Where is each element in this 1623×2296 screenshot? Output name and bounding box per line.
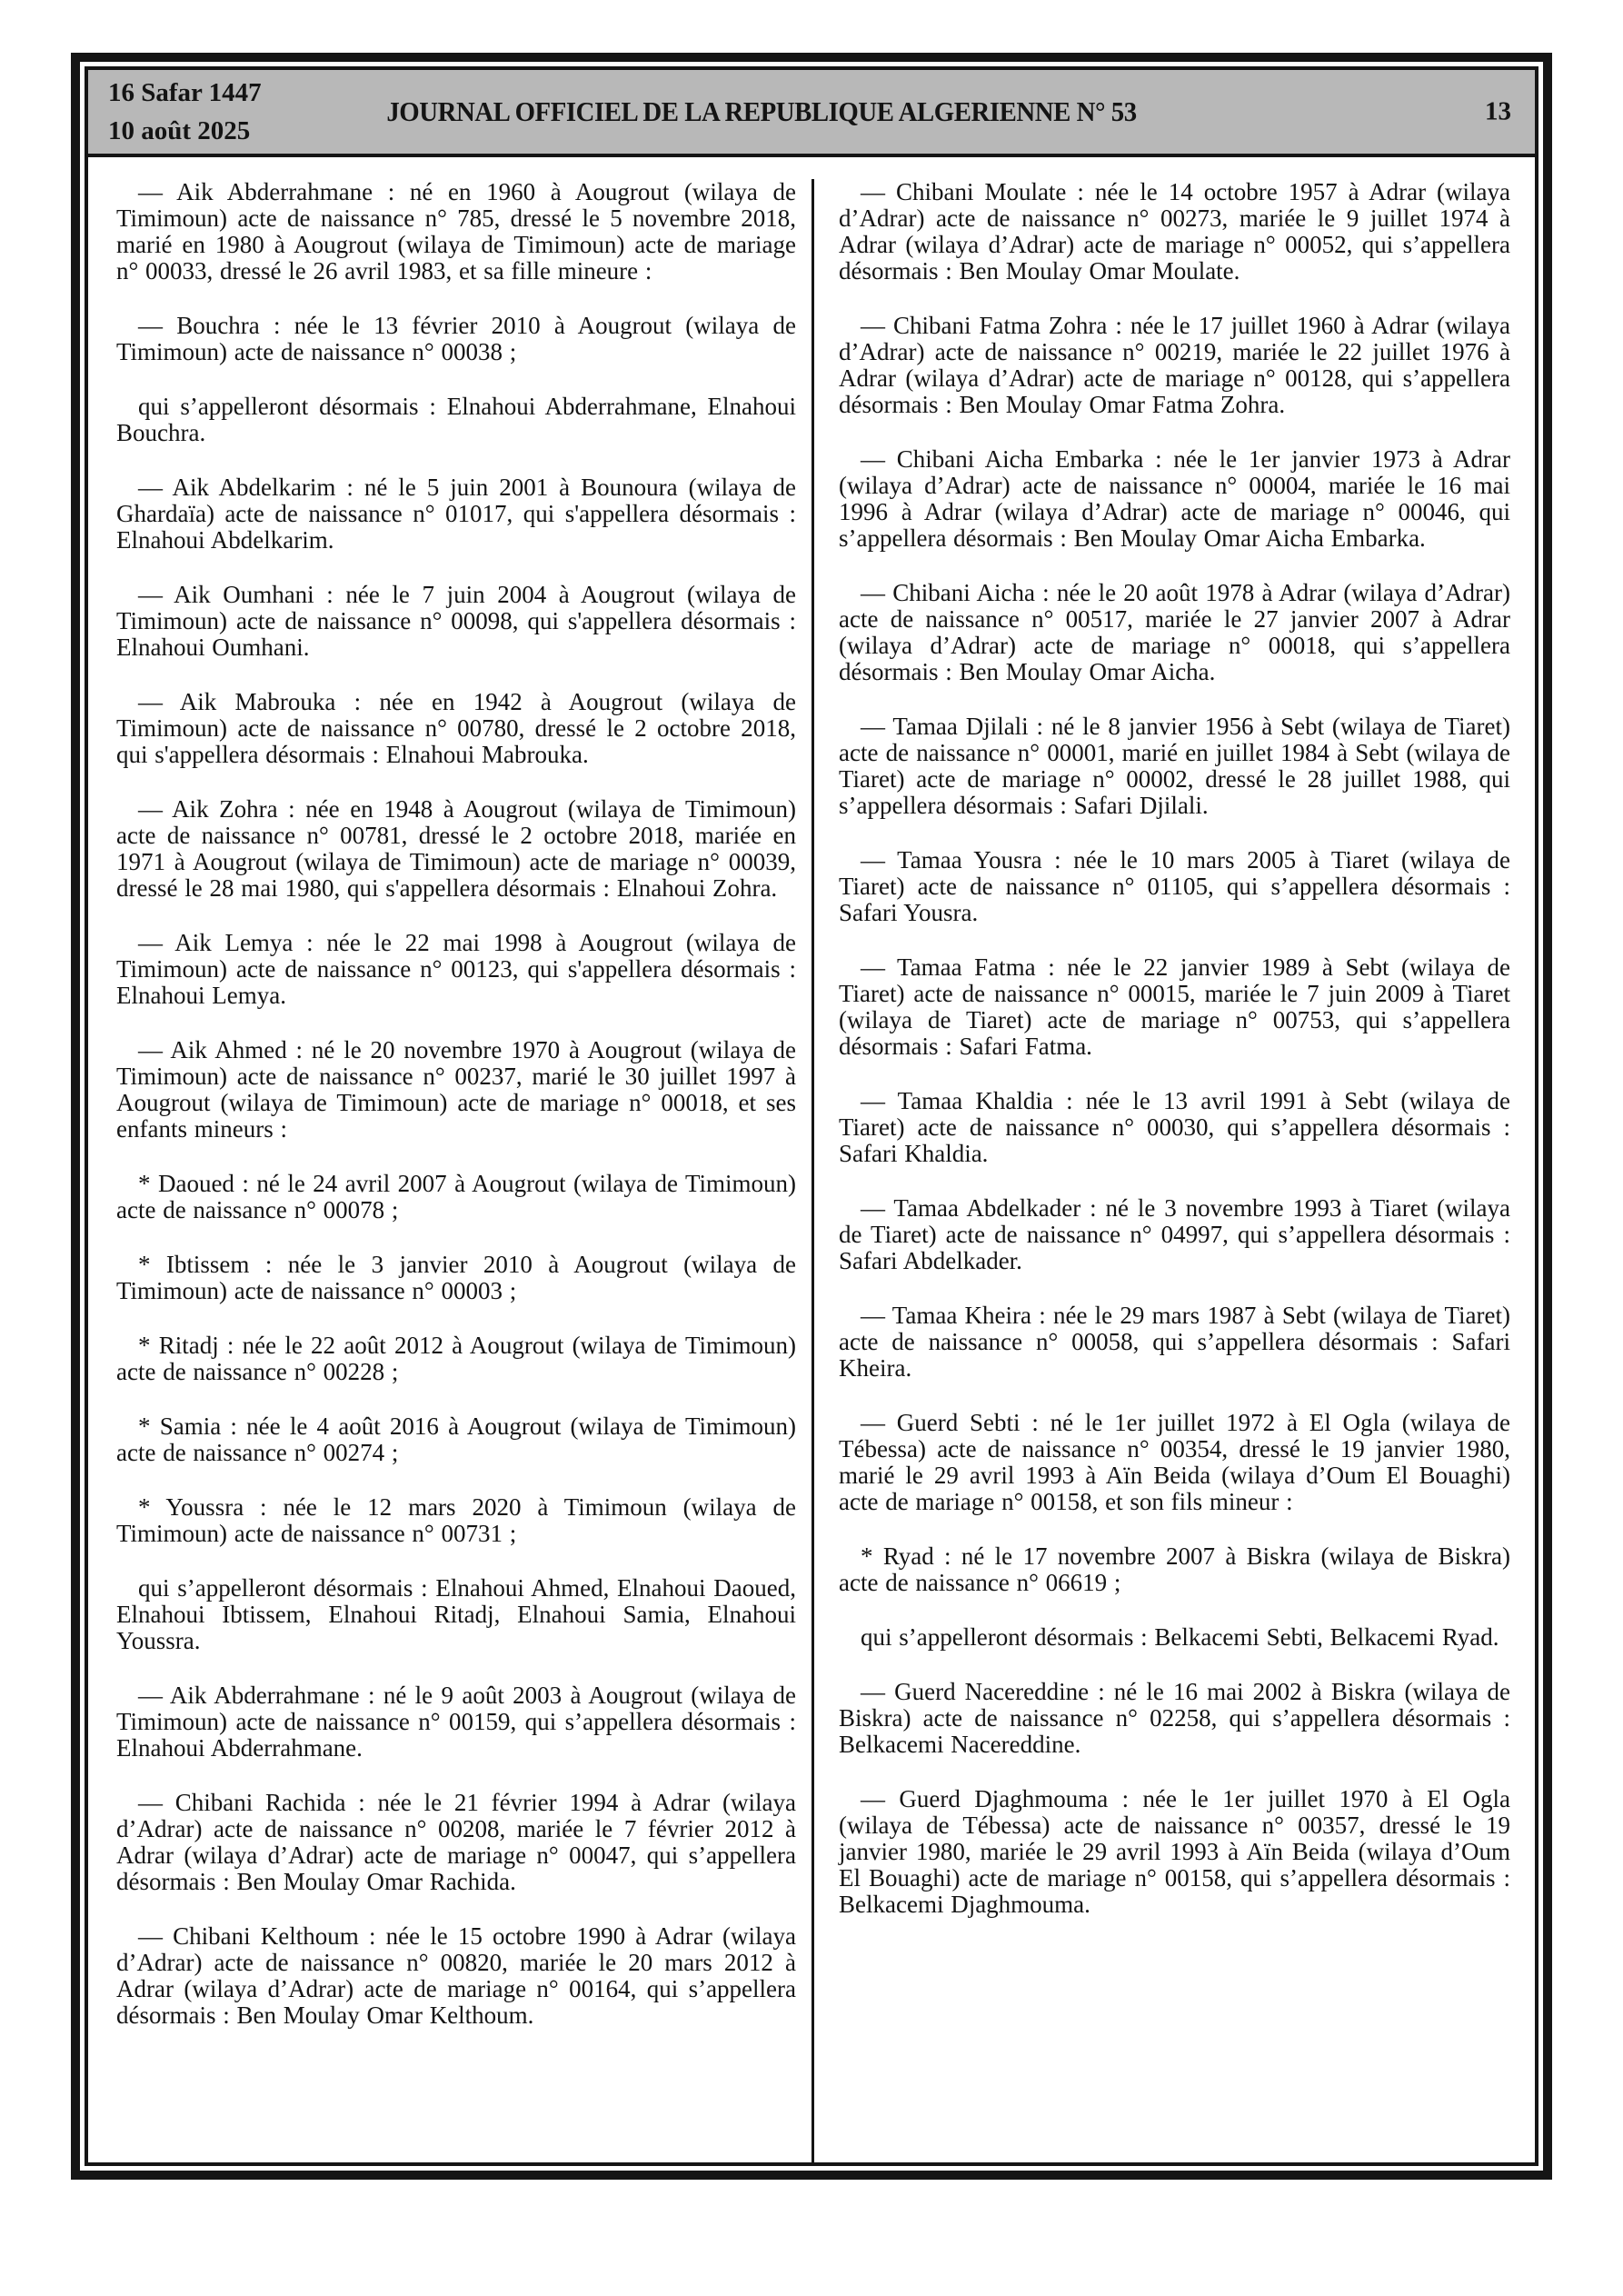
- page-number: 13: [1485, 96, 1511, 126]
- record-paragraph: — Aik Oumhani : née le 7 juin 2004 à Aougrout (wilaya de Timimoun) acte de naissance n° 00098, qui s'appellera désormais : Elnahoui Oumhani.: [116, 581, 796, 661]
- record-paragraph: — Tamaa Djilali : né le 8 janvier 1956 à Sebt (wilaya de Tiaret) acte de naissance n° 00001, marié en juillet 1984 à Sebt (wilaya de Tiaret) acte de mariage n° 00002, dressé le 28 juillet 1988, qui s’appellera désormais : Safari Djilali.: [839, 713, 1510, 819]
- record-paragraph: — Aik Ahmed : né le 20 novembre 1970 à Aougrout (wilaya de Timimoun) acte de naissance n° 00237, marié le 30 juillet 1997 à Aougrout (wilaya de Timimoun) acte de mariage n° 00018, et ses enfants mineurs :: [116, 1036, 796, 1143]
- record-paragraph: — Aik Mabrouka : née en 1942 à Aougrout (wilaya de Timimoun) acte de naissance n° 00780, dressé le 2 octobre 2018, qui s'appellera désormais : Elnahoui Mabrouka.: [116, 688, 796, 768]
- record-paragraph: qui s’appelleront désormais : Belkacemi Sebti, Belkacemi Ryad.: [861, 1623, 1499, 1651]
- record-paragraph: — Chibani Moulate : née le 14 octobre 1957 à Adrar (wilaya d’Adrar) acte de naissance n° 00273, mariée le 9 juillet 1974 à Adrar (wilaya d’Adrar) acte de mariage n° 00052, qui s’appellera désormais : Ben Moulay Omar Moulate.: [839, 179, 1510, 285]
- page-frame-inner: [85, 66, 1538, 2166]
- record-paragraph: — Aik Zohra : née en 1948 à Aougrout (wilaya de Timimoun) acte de naissance n° 00781, dressé le 2 octobre 2018, mariée en 1971 à Aougrout (wilaya de Timimoun) acte de mariage n° 00039, dressé le 28 mai 1980, qui s'appellera désormais : Elnahoui Zohra.: [116, 795, 796, 902]
- record-paragraph: — Tamaa Abdelkader : né le 3 novembre 1993 à Tiaret (wilaya de Tiaret) acte de naissance n° 04997, qui s’appellera désormais : Safari Abdelkader.: [839, 1194, 1510, 1274]
- record-paragraph: — Aik Abdelkarim : né le 5 juin 2001 à Bounoura (wilaya de Ghardaïa) acte de naissance n° 01017, qui s'appellera désormais : Elnahoui Abdelkarim.: [116, 474, 796, 554]
- record-paragraph: — Guerd Nacereddine : né le 16 mai 2002 à Biskra (wilaya de Biskra) acte de naissance n° 02258, qui s’appellera désormais : Belkacemi Nacereddine.: [839, 1678, 1510, 1758]
- record-paragraph: — Guerd Djaghmouma : née le 1er juillet 1970 à El Ogla (wilaya de Tébessa) acte de naissance n° 00357, dressé le 19 janvier 1980, mariée le 29 avril 1993 à Aïn Beida (wilaya d’Oum El Bouaghi) acte de mariage n° 00158, qui s’appellera désormais : Belkacemi Djaghmouma.: [839, 1785, 1510, 1918]
- record-paragraph: — Aik Abderrahmane : né en 1960 à Aougrout (wilaya de Timimoun) acte de naissance n° 785, dressé le 5 novembre 2018, marié en 1980 à Aougrout (wilaya de Timimoun) acte de mariage n° 00033, dressé le 26 avril 1983, et sa fille mineure :: [116, 179, 796, 285]
- record-paragraph: — Chibani Aicha Embarka : née le 1er janvier 1973 à Adrar (wilaya d’Adrar) acte de naissance n° 00004, mariée le 16 mai 1996 à Adrar (wilaya d’Adrar) acte de mariage n° 00046, qui s’appellera désormais : Ben Moulay Omar Aicha Embarka.: [839, 445, 1510, 552]
- record-paragraph: — Tamaa Kheira : née le 29 mars 1987 à Sebt (wilaya de Tiaret) acte de naissance n° 00058, qui s’appellera désormais : Safari Kheira.: [839, 1302, 1510, 1382]
- record-paragraph: * Ritadj : née le 22 août 2012 à Aougrout (wilaya de Timimoun) acte de naissance n° 00228 ;: [116, 1332, 796, 1385]
- right-column: [812, 179, 1535, 2162]
- record-paragraph: — Chibani Kelthoum : née le 15 octobre 1990 à Adrar (wilaya d’Adrar) acte de naissance n° 00820, mariée le 20 mars 2012 à Adrar (wilaya d’Adrar) acte de mariage n° 00164, qui s’appellera désormais : Ben Moulay Omar Kelthoum.: [116, 1922, 796, 2029]
- record-paragraph: * Ryad : né le 17 novembre 2007 à Biskra (wilaya de Biskra) acte de naissance n° 06619 ;: [839, 1542, 1510, 1596]
- record-paragraph: — Chibani Fatma Zohra : née le 17 juillet 1960 à Adrar (wilaya d’Adrar) acte de naissance n° 00219, mariée le 22 juillet 1976 à Adrar (wilaya d’Adrar) acte de mariage n° 00128, qui s’appellera désormais : Ben Moulay Omar Fatma Zohra.: [839, 312, 1510, 418]
- record-paragraph: — Tamaa Fatma : née le 22 janvier 1989 à Sebt (wilaya de Tiaret) acte de naissance n° 00015, mariée le 7 juin 2009 à Tiaret (wilaya de Tiaret) acte de mariage n° 00753, qui s’appellera désormais : Safari Fatma.: [839, 953, 1510, 1060]
- page-body: [88, 157, 1535, 2162]
- record-paragraph: — Tamaa Khaldia : née le 13 avril 1991 à Sebt (wilaya de Tiaret) acte de naissance n° 00030, qui s’appellera désormais : Safari Khaldia.: [839, 1087, 1510, 1167]
- record-paragraph: — Bouchra : née le 13 février 2010 à Aougrout (wilaya de Timimoun) acte de naissance n° 00038 ;: [116, 312, 796, 365]
- page-frame-outer: [71, 53, 1552, 2180]
- journal-title: JOURNAL OFFICIEL DE LA REPUBLIQUE ALGERIENNE N° 53: [386, 95, 1137, 127]
- record-paragraph: — Guerd Sebti : né le 1er juillet 1972 à El Ogla (wilaya de Tébessa) acte de naissance n° 00354, dressé le 19 janvier 1980, marié le 29 avril 1993 à Aïn Beida (wilaya d’Oum El Bouaghi) acte de mariage n° 00158, et son fils mineur :: [839, 1409, 1510, 1515]
- hijri-date: 16 Safar 1447: [108, 78, 262, 107]
- record-paragraph: — Aik Abderrahmane : né le 9 août 2003 à Aougrout (wilaya de Timimoun) acte de naissance n° 00159, qui s’appellera désormais : Elnahoui Abderrahmane.: [116, 1682, 796, 1762]
- record-paragraph: — Chibani Rachida : née le 21 février 1994 à Adrar (wilaya d’Adrar) acte de naissance n° 00208, mariée le 7 février 2012 à Adrar (wilaya d’Adrar) acte de mariage n° 00047, qui s’appellera désormais : Ben Moulay Omar Rachida.: [116, 1789, 796, 1895]
- record-paragraph: qui s’appelleront désormais : Elnahoui Abderrahmane, Elnahoui Bouchra.: [116, 393, 796, 446]
- record-paragraph: * Youssra : née le 12 mars 2020 à Timimoun (wilaya de Timimoun) acte de naissance n° 00731 ;: [116, 1493, 796, 1547]
- record-paragraph: — Chibani Aicha : née le 20 août 1978 à Adrar (wilaya d’Adrar) acte de naissance n° 00517, mariée le 27 janvier 2007 à Adrar (wilaya d’Adrar) acte de mariage n° 00018, qui s’appellera désormais : Ben Moulay Omar Aicha.: [839, 579, 1510, 685]
- gregorian-date: 10 août 2025: [108, 116, 251, 145]
- record-paragraph: — Aik Lemya : née le 22 mai 1998 à Aougrout (wilaya de Timimoun) acte de naissance n° 00123, qui s'appellera désormais : Elnahoui Lemya.: [116, 929, 796, 1009]
- record-paragraph: * Ibtissem : née le 3 janvier 2010 à Aougrout (wilaya de Timimoun) acte de naissance n° 00003 ;: [116, 1251, 796, 1304]
- record-paragraph: * Samia : née le 4 août 2016 à Aougrout (wilaya de Timimoun) acte de naissance n° 00274 ;: [116, 1413, 796, 1466]
- page-header: [88, 70, 1535, 157]
- record-paragraph: qui s’appelleront désormais : Elnahoui Ahmed, Elnahoui Daoued, Elnahoui Ibtissem, Elnahoui Ritadj, Elnahoui Samia, Elnahoui Youssra.: [116, 1574, 796, 1654]
- record-paragraph: * Daoued : né le 24 avril 2007 à Aougrout (wilaya de Timimoun) acte de naissance n° 00078 ;: [116, 1170, 796, 1223]
- left-column: [88, 179, 812, 2162]
- record-paragraph: — Tamaa Yousra : née le 10 mars 2005 à Tiaret (wilaya de Tiaret) acte de naissance n° 01105, qui s’appellera désormais : Safari Yousra.: [839, 846, 1510, 926]
